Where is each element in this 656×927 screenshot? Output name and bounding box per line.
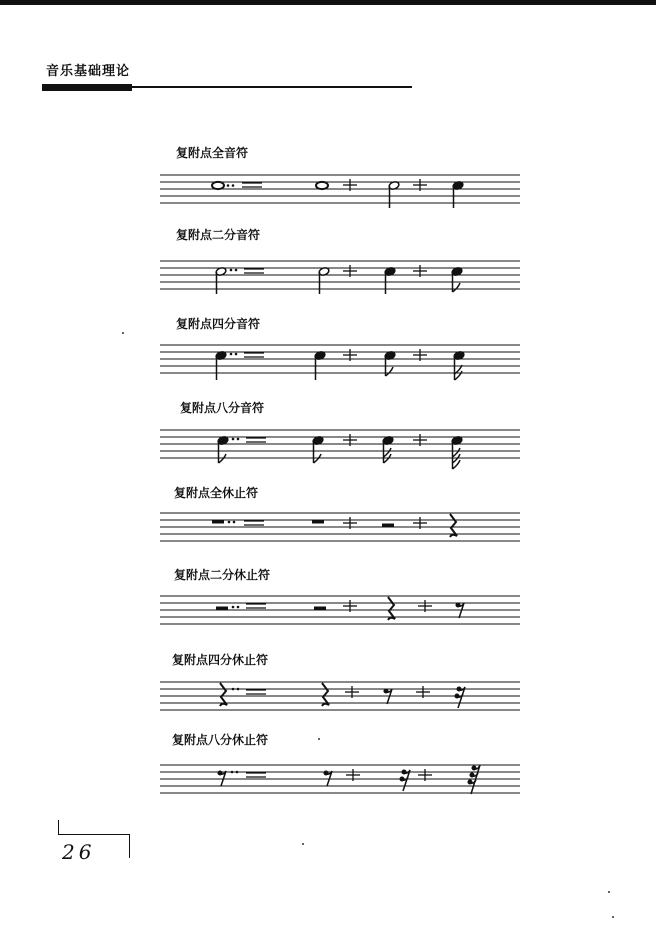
section-label-quarter-rest: 复附点四分休止符	[172, 653, 269, 667]
section-label-whole-rest: 复附点全休止符	[174, 486, 259, 500]
whole-note	[316, 182, 328, 189]
scan-speck	[318, 738, 320, 740]
double-dotted-whole-note	[212, 182, 234, 189]
half-note	[318, 267, 330, 294]
scan-speck	[302, 843, 304, 845]
page-number-frame-left	[58, 820, 59, 834]
eighth-note	[384, 351, 396, 376]
double-dotted-eighth-rest	[218, 771, 238, 786]
section-label-eighth-note: 复附点八分音符	[180, 401, 265, 415]
double-dotted-half-note	[215, 267, 237, 294]
equals-sign	[244, 269, 264, 273]
staff-whole-rest	[160, 508, 520, 546]
eighth-note	[451, 267, 463, 292]
sixteenth-rest	[455, 687, 465, 708]
double-dotted-half-rest	[216, 606, 239, 610]
sixteenth-note	[382, 436, 394, 463]
staff-half-rest	[160, 591, 520, 629]
page-number: 26	[62, 840, 96, 864]
section-label-whole-note: 复附点全音符	[176, 146, 249, 160]
staff-quarter-rest	[160, 677, 520, 715]
staff-eighth-note	[160, 425, 520, 473]
scan-speck	[608, 891, 610, 893]
staff-whole-note	[160, 170, 520, 210]
thirty-second-note	[451, 436, 463, 469]
double-dotted-quarter-note	[215, 351, 237, 380]
scan-speck	[612, 916, 614, 918]
header-rule-thick	[42, 84, 132, 91]
quarter-note	[452, 181, 464, 208]
equals-sign	[242, 183, 262, 187]
equals-sign	[244, 521, 264, 525]
sixteenth-note	[453, 351, 465, 380]
double-dotted-eighth-note	[217, 436, 239, 463]
header-rule-thin	[132, 86, 412, 88]
half-rest	[314, 607, 326, 611]
section-label-half-note: 复附点二分音符	[176, 228, 261, 242]
section-label-eighth-rest: 复附点八分休止符	[172, 733, 269, 747]
whole-rest	[312, 520, 324, 524]
page-number-frame-right	[129, 834, 130, 858]
sixteenth-rest	[400, 770, 410, 791]
eighth-note	[312, 436, 324, 463]
page-number-frame-top	[58, 834, 130, 835]
staff-eighth-rest	[160, 760, 520, 800]
double-dotted-whole-rest	[212, 520, 235, 524]
quarter-note	[314, 351, 326, 380]
section-label-quarter-note: 复附点四分音符	[176, 317, 261, 331]
half-note	[388, 181, 400, 208]
equals-sign	[244, 353, 264, 357]
scan-speck	[122, 332, 124, 334]
section-label-half-rest: 复附点二分休止符	[174, 568, 271, 582]
top-border	[0, 0, 656, 5]
staff-quarter-note	[160, 340, 520, 382]
quarter-note	[384, 267, 396, 294]
half-rest	[382, 524, 394, 528]
equals-sign	[246, 438, 266, 442]
equals-sign	[246, 604, 266, 608]
equals-sign	[246, 773, 266, 777]
staff-half-note	[160, 256, 520, 296]
equals-sign	[246, 690, 266, 694]
running-header-title: 音乐基础理论	[46, 64, 131, 79]
